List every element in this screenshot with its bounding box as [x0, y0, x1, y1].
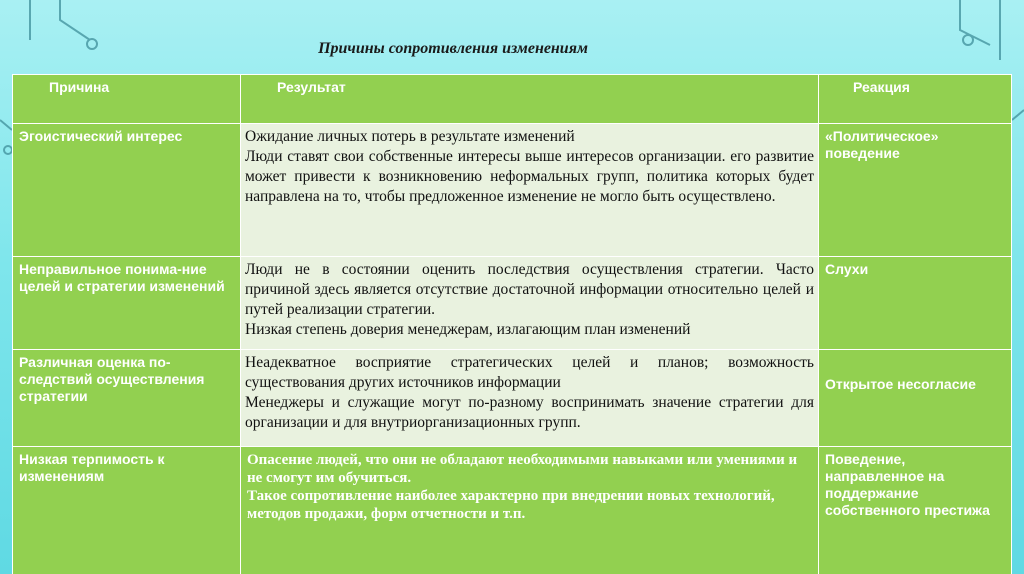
row4-result-line1: Опасение людей, что они не обладают необходимыми навыками или умениями и не смогут им обучиться.: [247, 452, 798, 486]
row2-result-line2: Низкая степень доверия менеджерам, излагающим план изменений: [245, 321, 691, 338]
row2-reaction-text: Слухи: [825, 261, 869, 277]
header-reaction: [819, 75, 1011, 123]
row2-cause: [13, 257, 240, 349]
row1-cause-text: Эгоистический интерес: [19, 128, 183, 144]
slide-title: Причины сопротивления изменениям: [318, 40, 588, 57]
row1-result: [241, 124, 818, 256]
row4-result: [241, 447, 818, 574]
row3-reaction: [819, 350, 1011, 446]
row3-cause-text: Различная оценка по-следствий осуществления стратегии: [19, 354, 205, 404]
row3-result-line2: Менеджеры и служащие могут по-разному воспринимать значение стратегии для организации и для внутриорганизационных групп.: [245, 394, 814, 431]
row1-result-line2: Люди ставят свои собственные интересы выше интересов организации. его развитие может привести к возникновению неформальных групп, политика которых будет направлена на то, чтобы предложенное изменение не могло быть осуществлено.: [245, 148, 814, 205]
row2-cause-text: Неправильное понима-ние целей и стратегии изменений: [19, 261, 225, 294]
row3-reaction-text: Открытое несогласие: [825, 376, 976, 392]
row1-cause: [13, 124, 240, 256]
row4-reaction: [819, 447, 1011, 574]
header-cause: [13, 75, 240, 123]
header-reaction-label: Реакция: [853, 79, 910, 95]
row3-cause: [13, 350, 240, 446]
row3-result: [241, 350, 818, 446]
row4-reaction-text: Поведение, направленное на поддержание собственного престижа: [825, 451, 990, 518]
resistance-table: [12, 74, 1012, 574]
row4-cause: [13, 447, 240, 574]
row1-reaction: [819, 124, 1011, 256]
row3-result-line1: Неадекватное восприятие стратегических целей и планов; возможность существования других источников информации: [245, 354, 814, 391]
row4-cause-text: Низкая терпимость к изменениям: [19, 451, 165, 484]
row1-reaction-text: «Политическое» поведение: [825, 128, 939, 161]
header-result: [241, 75, 818, 123]
row2-reaction: [819, 257, 1011, 349]
row2-result: [241, 257, 818, 349]
header-cause-label: Причина: [49, 79, 110, 95]
row4-result-line2: Такое сопротивление наиболее характерно при внедрении новых технологий, методов продажи, форм отчетности и т.п.: [247, 488, 775, 522]
header-result-label: Результат: [277, 79, 346, 95]
row2-result-line1: Люди не в состоянии оценить последствия осуществления стратегии. Часто причиной здесь является отсутствие достаточной информации относительно целей и путей реализации стратегии.: [245, 261, 814, 318]
row1-result-line1: Ожидание личных потерь в результате изменений: [245, 128, 575, 145]
